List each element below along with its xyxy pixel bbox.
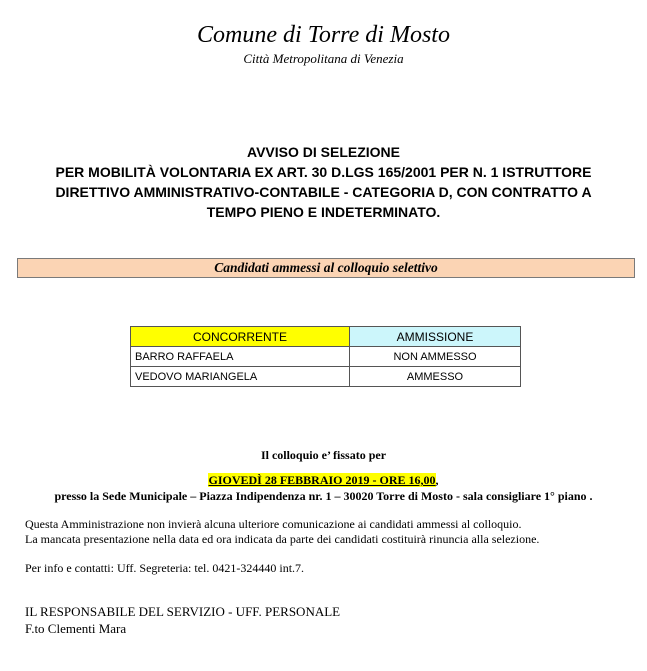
notice-line: TEMPO PIENO E INDETERMINATO.: [206, 204, 441, 220]
table-header-row: [131, 327, 521, 347]
admission-status: NON AMMESSO: [350, 347, 521, 367]
municipality-title: Comune di Torre di Mosto: [197, 22, 450, 48]
paragraph-contact-info: Per info e contatti: Uff. Segreteria: tel. 0421-324440 int.7.: [25, 561, 305, 575]
candidates-table: [130, 326, 521, 387]
notice-line: PER MOBILITÀ VOLONTARIA EX ART. 30 D.LGS 165/2001 PER N. 1 ISTRUTTORE: [55, 164, 592, 180]
admission-status: AMMESSO: [350, 367, 521, 387]
interview-date-line: [0, 473, 647, 488]
notice-heading: [20, 142, 627, 222]
column-header-concorrente: CONCORRENTE: [131, 327, 350, 347]
candidate-name: BARRO RAFFAELA: [131, 347, 350, 367]
notice-line: DIRETTIVO AMMINISTRATIVO-CONTABILE - CATEGORIA D, CON CONTRATTO A: [55, 184, 592, 200]
notice-line: AVVISO DI SELEZIONE: [247, 144, 400, 160]
column-header-ammissione: AMMISSIONE: [350, 327, 521, 347]
signature-role: IL RESPONSABILE DEL SERVIZIO - UFF. PERSONALE: [25, 604, 341, 619]
interview-place: presso la Sede Municipale – Piazza Indipendenza nr. 1 – 30020 Torre di Mosto - sala consigliare 1° piano .: [54, 489, 593, 503]
signature-name: F.to Clementi Mara: [25, 621, 127, 636]
paragraph-no-further-communication: Questa Amministrazione non invierà alcuna ulteriore comunicazione ai candidati ammessi al colloquio.: [25, 517, 522, 531]
candidate-name: VEDOVO MARIANGELA: [131, 367, 350, 387]
section-heading-band: Candidati ammessi al colloquio selettivo: [17, 258, 635, 278]
interview-date: GIOVEDÌ 28 FEBBRAIO 2019 - ORE 16,00: [208, 473, 436, 487]
interview-intro: Il colloquio e’ fissato per: [260, 448, 387, 462]
table-row: [131, 367, 521, 387]
interview-date-suffix: ,: [435, 473, 439, 487]
municipality-subtitle: Città Metropolitana di Venezia: [243, 51, 404, 66]
paragraph-absence-rule: La mancata presentazione nella data ed ora indicata da parte dei candidati costituirà rinuncia alla selezione.: [25, 532, 540, 546]
table-row: [131, 347, 521, 367]
